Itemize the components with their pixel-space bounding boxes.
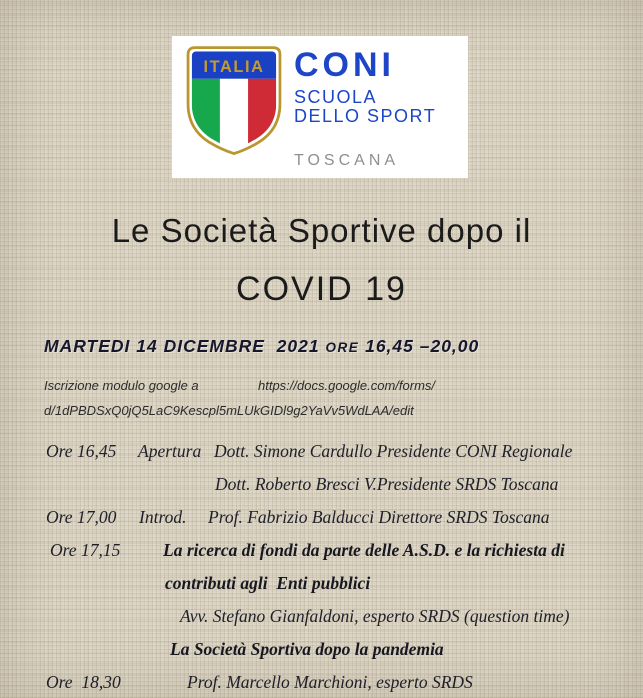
- coni-logo-text: [294, 45, 436, 170]
- schedule-time: Ore 16,45: [46, 441, 117, 461]
- schedule-row-7: [0, 639, 643, 663]
- schedule-speaker: Avv. Stefano Gianfaldoni, esperto SRDS (question time): [180, 606, 570, 626]
- schedule-label: Introd.: [139, 507, 187, 527]
- schedule-row-2: [0, 474, 643, 498]
- coni-logo-card: [172, 36, 468, 178]
- registration-url-part-2[interactable]: d/1dPBDSxQ0jQ5LaC9Kescpl5mLUkGIDl9g2YaVv5WdLAA/edit: [44, 403, 414, 418]
- coni-sub-line-1: SCUOLA: [294, 87, 378, 107]
- schedule-row-4: [0, 540, 643, 564]
- coni-sub-line-2: DELLO SPORT: [294, 106, 437, 126]
- schedule-topic: contributi agli Enti pubblici: [165, 573, 371, 593]
- event-date-line: [44, 336, 479, 357]
- registration-url-part-1[interactable]: https://docs.google.com/forms/: [258, 378, 436, 393]
- schedule-speaker: Prof. Marcello Marchioni, esperto SRDS: [187, 672, 473, 692]
- schedule-speaker: Dott. Simone Cardullo Presidente CONI Regionale: [214, 441, 573, 461]
- schedule-time: Ore 18,30: [46, 672, 121, 692]
- event-title-line-2: COVID 19: [236, 270, 407, 308]
- schedule-row-5: [0, 573, 643, 597]
- schedule-row-8: [0, 672, 643, 696]
- schedule-topic: La ricerca di fondi da parte delle A.S.D. e la richiesta di: [163, 540, 565, 560]
- schedule-speaker: Prof. Fabrizio Balducci Direttore SRDS Toscana: [208, 507, 550, 527]
- schedule-time: Ore 17,15: [50, 540, 121, 560]
- schedule-row-3: [0, 507, 643, 531]
- event-time-range: 16,45 –20,00: [359, 336, 480, 356]
- event-ore-label: ORE: [325, 340, 360, 355]
- schedule-label: Apertura: [138, 441, 202, 461]
- shield-italia-label: ITALIA: [203, 57, 265, 76]
- registration-label: Iscrizione modulo google a: [44, 378, 199, 393]
- schedule-speaker: Dott. Roberto Bresci V.Presidente SRDS Toscana: [215, 474, 559, 494]
- schedule-row-6: [0, 606, 643, 630]
- schedule-row-1: [0, 441, 643, 465]
- coni-org-name: CONI: [294, 46, 395, 84]
- italia-shield-icon: [185, 45, 283, 157]
- event-date: MARTEDI 14 DICEMBRE 2021: [44, 336, 326, 356]
- event-title-line-1: Le Società Sportive dopo il: [111, 212, 532, 249]
- schedule-time: Ore 17,00: [46, 507, 117, 527]
- coni-region: TOSCANA: [294, 152, 400, 169]
- schedule-topic: La Società Sportiva dopo la pandemia: [170, 639, 444, 659]
